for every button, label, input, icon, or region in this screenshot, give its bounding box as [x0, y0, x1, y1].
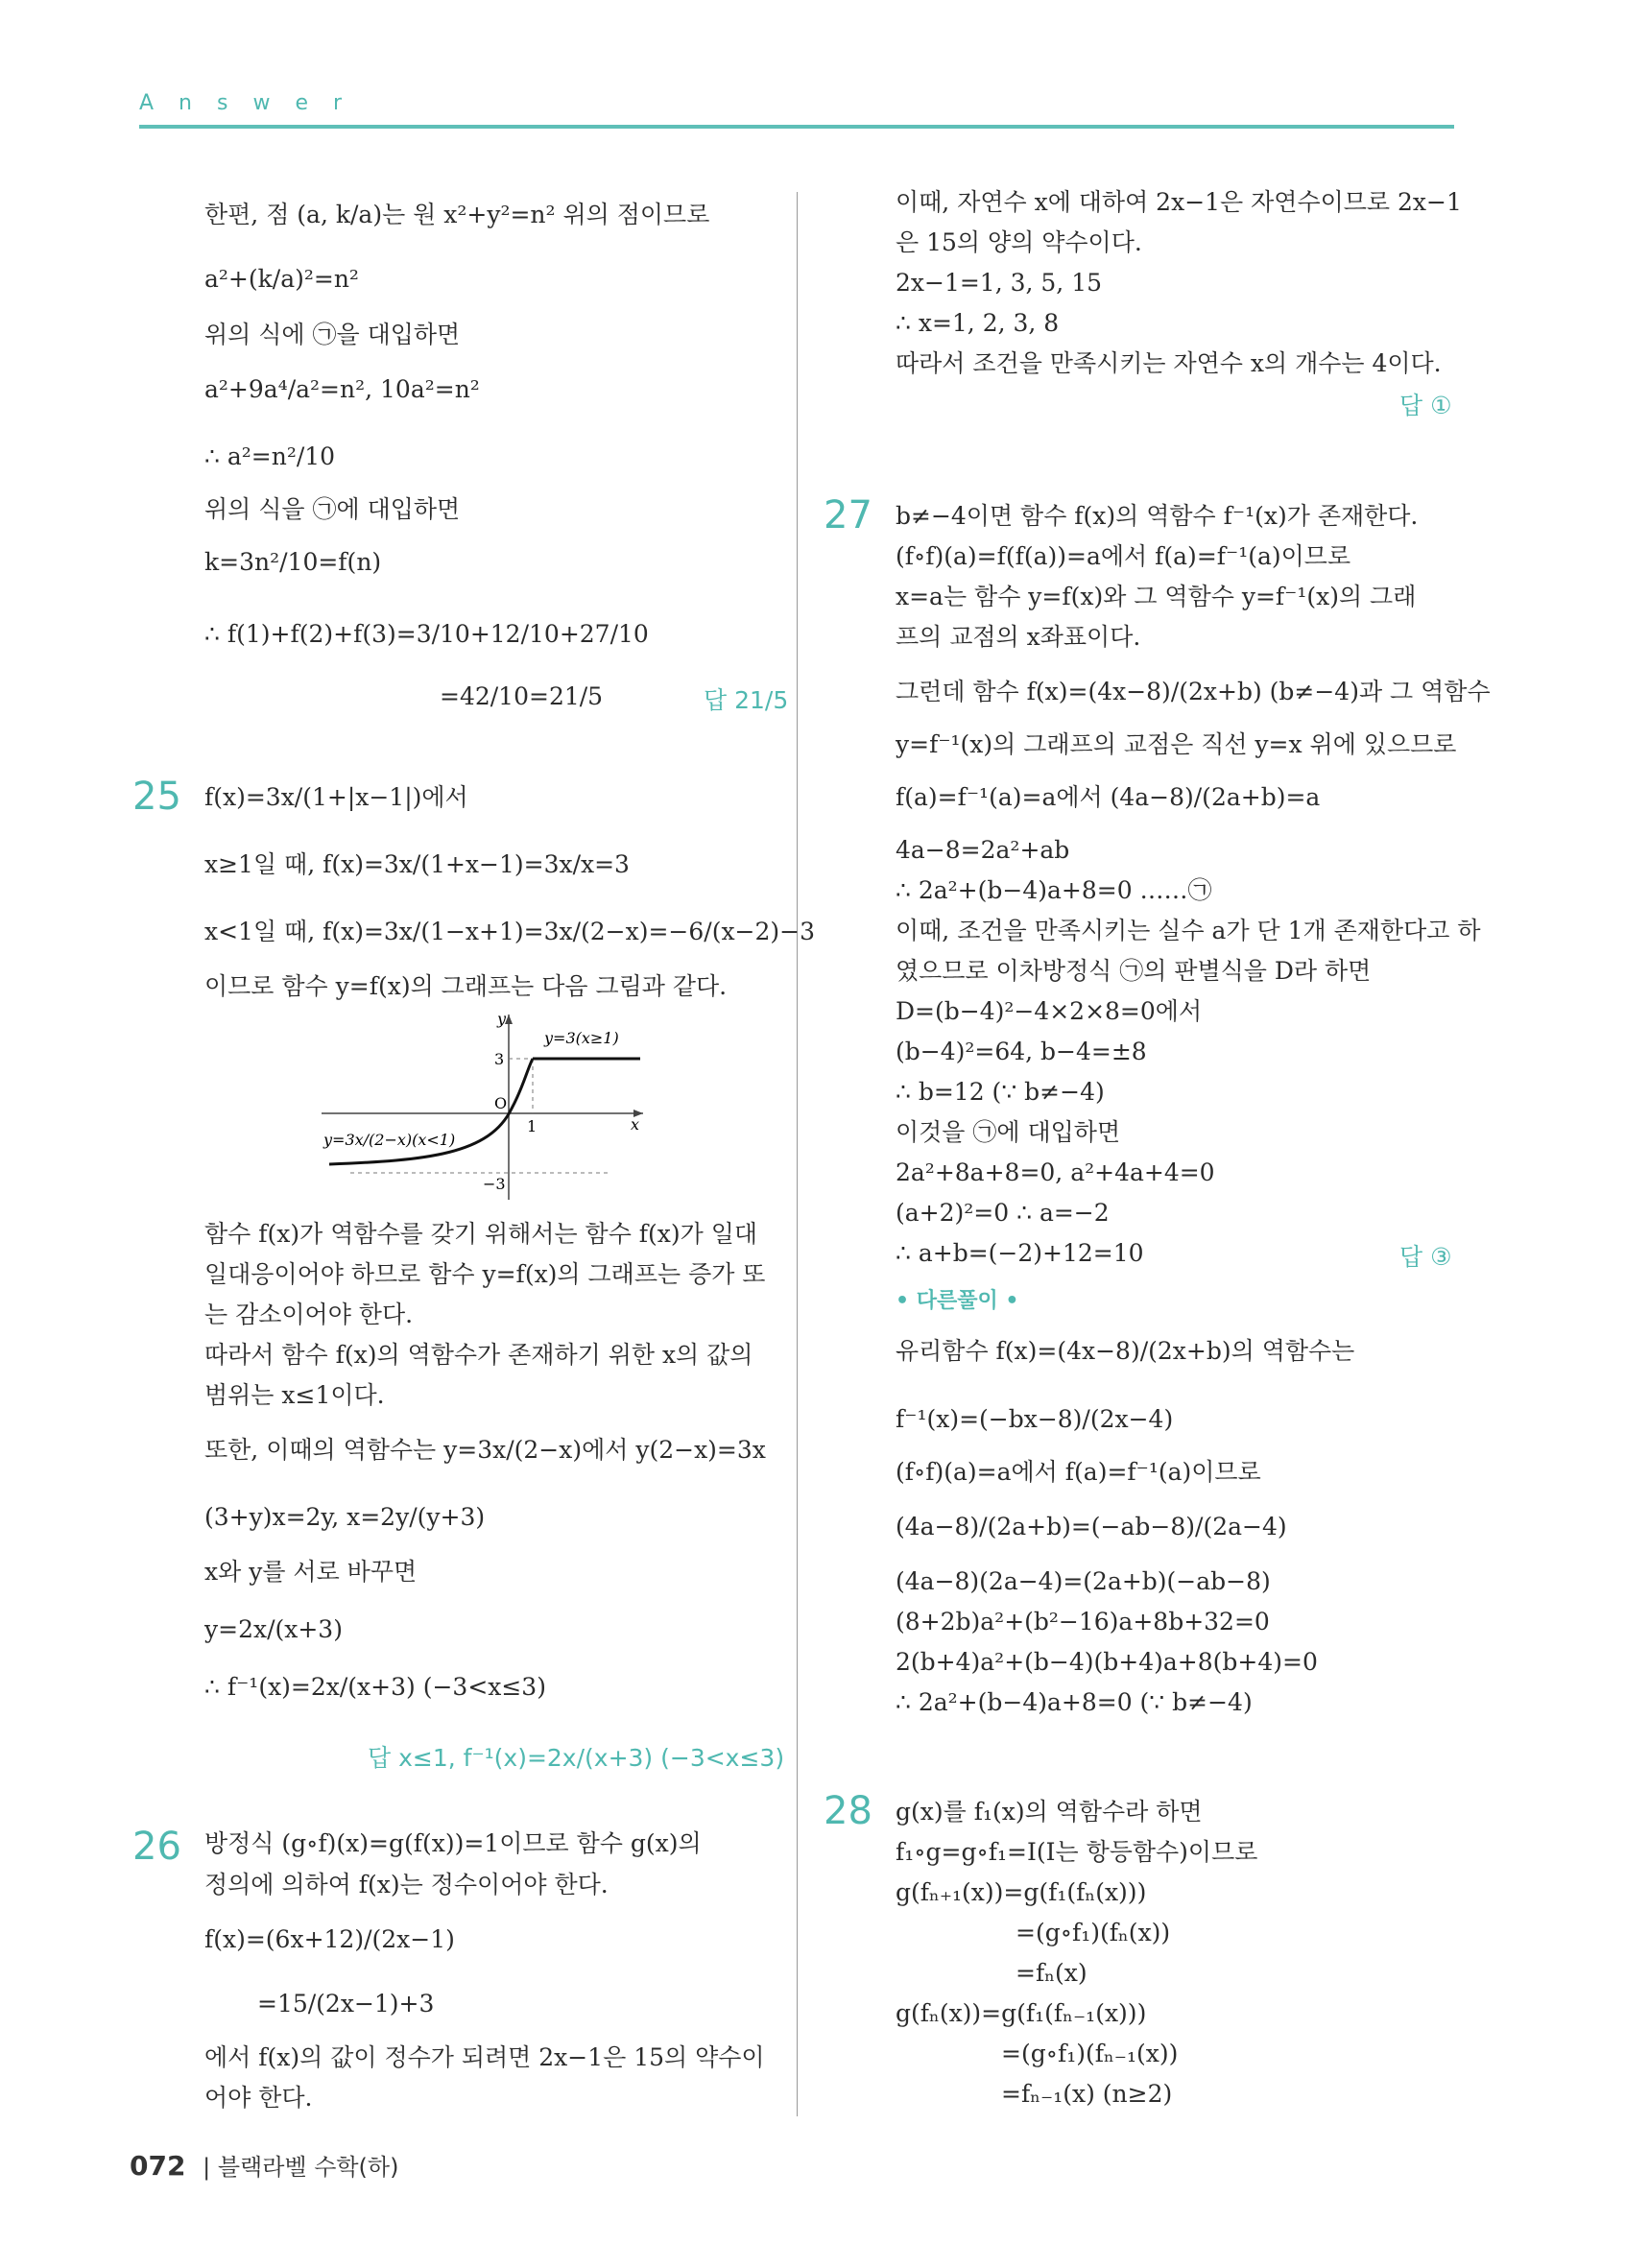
question-number-25: 25	[132, 775, 181, 819]
y-axis-label: y	[497, 1013, 507, 1028]
text-line: f(a)=f⁻¹(a)=a에서 (4a−8)/(2a+b)=a	[896, 783, 1321, 811]
text-line: ∴ f⁻¹(x)=2x/(x+3) (−3<x≤3)	[204, 1673, 546, 1701]
text-line: f(x)=3x/(1+|x−1|)에서	[204, 783, 468, 811]
text-line: 정의에 의하여 f(x)는 정수이어야 한다.	[204, 1871, 609, 1898]
text-line: ∴ a+b=(−2)+12=10	[896, 1239, 1144, 1267]
text-line: =42/10=21/5	[440, 682, 604, 710]
text-line: =fₙ₋₁(x) (n≥2)	[1001, 2080, 1173, 2108]
text-line: 2a²+8a+8=0, a²+4a+4=0	[896, 1158, 1215, 1186]
text-line: 은 15의 양의 약수이다.	[896, 228, 1142, 256]
text-line: a²+9a⁴/a²=n², 10a²=n²	[204, 375, 480, 403]
text-line: (8+2b)a²+(b²−16)a+8b+32=0	[896, 1608, 1270, 1635]
text-line: ∴ f(1)+f(2)+f(3)=3/10+12/10+27/10	[204, 620, 649, 648]
text-line: b≠−4이면 함수 f(x)의 역함수 f⁻¹(x)가 존재한다.	[896, 502, 1419, 530]
text-line: f₁∘g=g∘f₁=I(I는 항등함수)이므로	[896, 1838, 1258, 1866]
tick-y-minus3: −3	[483, 1175, 506, 1193]
text-line: 또한, 이때의 역함수는 y=3x/(2−x)에서 y(2−x)=3x	[204, 1436, 766, 1464]
text-line: 이때, 조건을 만족시키는 실수 a가 단 1개 존재한다고 하	[896, 917, 1481, 944]
answer-27: 답 ③	[1399, 1243, 1452, 1271]
text-line: g(x)를 f₁(x)의 역함수라 하면	[896, 1798, 1203, 1826]
text-line: g(fₙ(x))=g(f₁(fₙ₋₁(x)))	[896, 1999, 1147, 2027]
origin-label: O	[494, 1094, 508, 1112]
text-line: x<1일 때, f(x)=3x/(1−x+1)=3x/(2−x)=−6/(x−2)−3	[204, 918, 816, 945]
label-right-branch: y=3(x≥1)	[544, 1029, 619, 1047]
label-left-branch: y=3x/(2−x)(x<1)	[323, 1131, 456, 1149]
text-line: 2(b+4)a²+(b−4)(b+4)a+8(b+4)=0	[896, 1648, 1318, 1676]
text-line: x≥1일 때, f(x)=3x/(1+x−1)=3x/x=3	[204, 850, 630, 878]
question-number-27: 27	[824, 493, 872, 537]
answer-26: 답 ①	[1399, 392, 1452, 419]
text-line: (4a−8)(2a−4)=(2a+b)(−ab−8)	[896, 1567, 1271, 1595]
text-line: y=f⁻¹(x)의 그래프의 교점은 직선 y=x 위에 있으므로	[896, 730, 1457, 758]
text-line: (f∘f)(a)=a에서 f(a)=f⁻¹(a)이므로	[896, 1458, 1261, 1486]
text-line: g(fₙ₊₁(x))=g(f₁(fₙ(x)))	[896, 1878, 1147, 1906]
text-line: (a+2)²=0 ∴ a=−2	[896, 1199, 1110, 1227]
text-line: 어야 한다.	[204, 2084, 313, 2112]
text-line: 는 감소이어야 한다.	[204, 1301, 414, 1328]
text-line: 이때, 자연수 x에 대하여 2x−1은 자연수이므로 2x−1	[896, 188, 1462, 216]
alternative-solution-label: • 다른풀이 •	[896, 1289, 1019, 1313]
text-line: 2x−1=1, 3, 5, 15	[896, 269, 1103, 297]
text-line: 프의 교점의 x좌표이다.	[896, 623, 1141, 651]
question-number-26: 26	[132, 1825, 181, 1869]
text-line: 따라서 조건을 만족시키는 자연수 x의 개수는 4이다.	[896, 349, 1442, 377]
text-line: 방정식 (g∘f)(x)=g(f(x))=1이므로 함수 g(x)의	[204, 1829, 702, 1857]
answer-25: 답 x≤1, f⁻¹(x)=2x/(x+3) (−3<x≤3)	[368, 1744, 785, 1772]
header-rule	[139, 125, 1454, 129]
text-line: (b−4)²=64, b−4=±8	[896, 1038, 1147, 1065]
text-line: ∴ a²=n²/10	[204, 442, 336, 470]
y-axis-arrow	[505, 1015, 513, 1024]
text-line: (4a−8)/(2a+b)=(−ab−8)/(2a−4)	[896, 1513, 1287, 1540]
text-line: =fₙ(x)	[1016, 1959, 1087, 1987]
page-footer	[130, 2148, 398, 2182]
text-line: f⁻¹(x)=(−bx−8)/(2x−4)	[896, 1405, 1174, 1433]
x-axis-label: x	[631, 1115, 640, 1134]
text-line: f(x)=(6x+12)/(2x−1)	[204, 1925, 455, 1953]
function-graph	[322, 1013, 648, 1205]
text-line: =15/(2x−1)+3	[257, 1990, 435, 2017]
text-line: ∴ 2a²+(b−4)a+8=0 (∵ b≠−4)	[896, 1688, 1253, 1716]
text-line: k=3n²/10=f(n)	[204, 548, 382, 576]
question-number-28: 28	[824, 1789, 872, 1833]
text-line: 함수 f(x)가 역함수를 갖기 위해서는 함수 f(x)가 일대	[204, 1220, 758, 1248]
text-line: 이므로 함수 y=f(x)의 그래프는 다음 그림과 같다.	[204, 972, 728, 1000]
text-line: ∴ b=12 (∵ b≠−4)	[896, 1078, 1105, 1106]
text-line: 이것을 ㉠에 대입하면	[896, 1118, 1121, 1146]
text-line: ∴ 2a²+(b−4)a+8=0 ……㉠	[896, 876, 1212, 904]
text-line: =(g∘f₁)(fₙ(x))	[1016, 1919, 1171, 1946]
text-line: D=(b−4)²−4×2×8=0에서	[896, 997, 1203, 1025]
header-label: Answer	[139, 91, 368, 115]
footer-separator: |	[203, 2154, 211, 2181]
text-line: 그런데 함수 f(x)=(4x−8)/(2x+b) (b≠−4)과 그 역함수	[896, 678, 1491, 705]
text-line: 에서 f(x)의 값이 정수가 되려면 2x−1은 15의 약수이	[204, 2043, 765, 2071]
text-line: 범위는 x≤1이다.	[204, 1381, 385, 1409]
text-line: 일대응이어야 하므로 함수 y=f(x)의 그래프는 증가 또	[204, 1260, 766, 1288]
tick-x1: 1	[527, 1117, 538, 1135]
text-line: 위의 식을 ㉠에 대입하면	[204, 495, 461, 523]
text-line: (f∘f)(a)=f(f(a))=a에서 f(a)=f⁻¹(a)이므로	[896, 542, 1351, 570]
text-line: ∴ x=1, 2, 3, 8	[896, 309, 1060, 337]
text-line: =(g∘f₁)(fₙ₋₁(x))	[1001, 2040, 1179, 2067]
text-line: y=2x/(x+3)	[204, 1615, 343, 1643]
text-line: 위의 식에 ㉠을 대입하면	[204, 321, 461, 348]
book-title: 블랙라벨 수학(하)	[217, 2154, 399, 2181]
text-line: 유리함수 f(x)=(4x−8)/(2x+b)의 역함수는	[896, 1337, 1355, 1365]
page-number: 072	[130, 2150, 186, 2182]
text-line: 한편, 점 (a, k/a)는 원 x²+y²=n² 위의 점이므로	[204, 201, 710, 228]
text-line: (3+y)x=2y, x=2y/(y+3)	[204, 1503, 486, 1531]
tick-y3: 3	[494, 1050, 505, 1068]
text-line: a²+(k/a)²=n²	[204, 265, 359, 293]
text-line: x=a는 함수 y=f(x)와 그 역함수 y=f⁻¹(x)의 그래	[896, 583, 1417, 610]
text-line: 4a−8=2a²+ab	[896, 836, 1070, 864]
text-line: 따라서 함수 f(x)의 역함수가 존재하기 위한 x의 값의	[204, 1341, 753, 1369]
text-line: x와 y를 서로 바꾸면	[204, 1558, 418, 1586]
text-line: 였으므로 이차방정식 ㉠의 판별식을 D라 하면	[896, 957, 1372, 985]
answer-24: 답 21/5	[704, 686, 789, 714]
column-divider	[797, 192, 798, 2116]
